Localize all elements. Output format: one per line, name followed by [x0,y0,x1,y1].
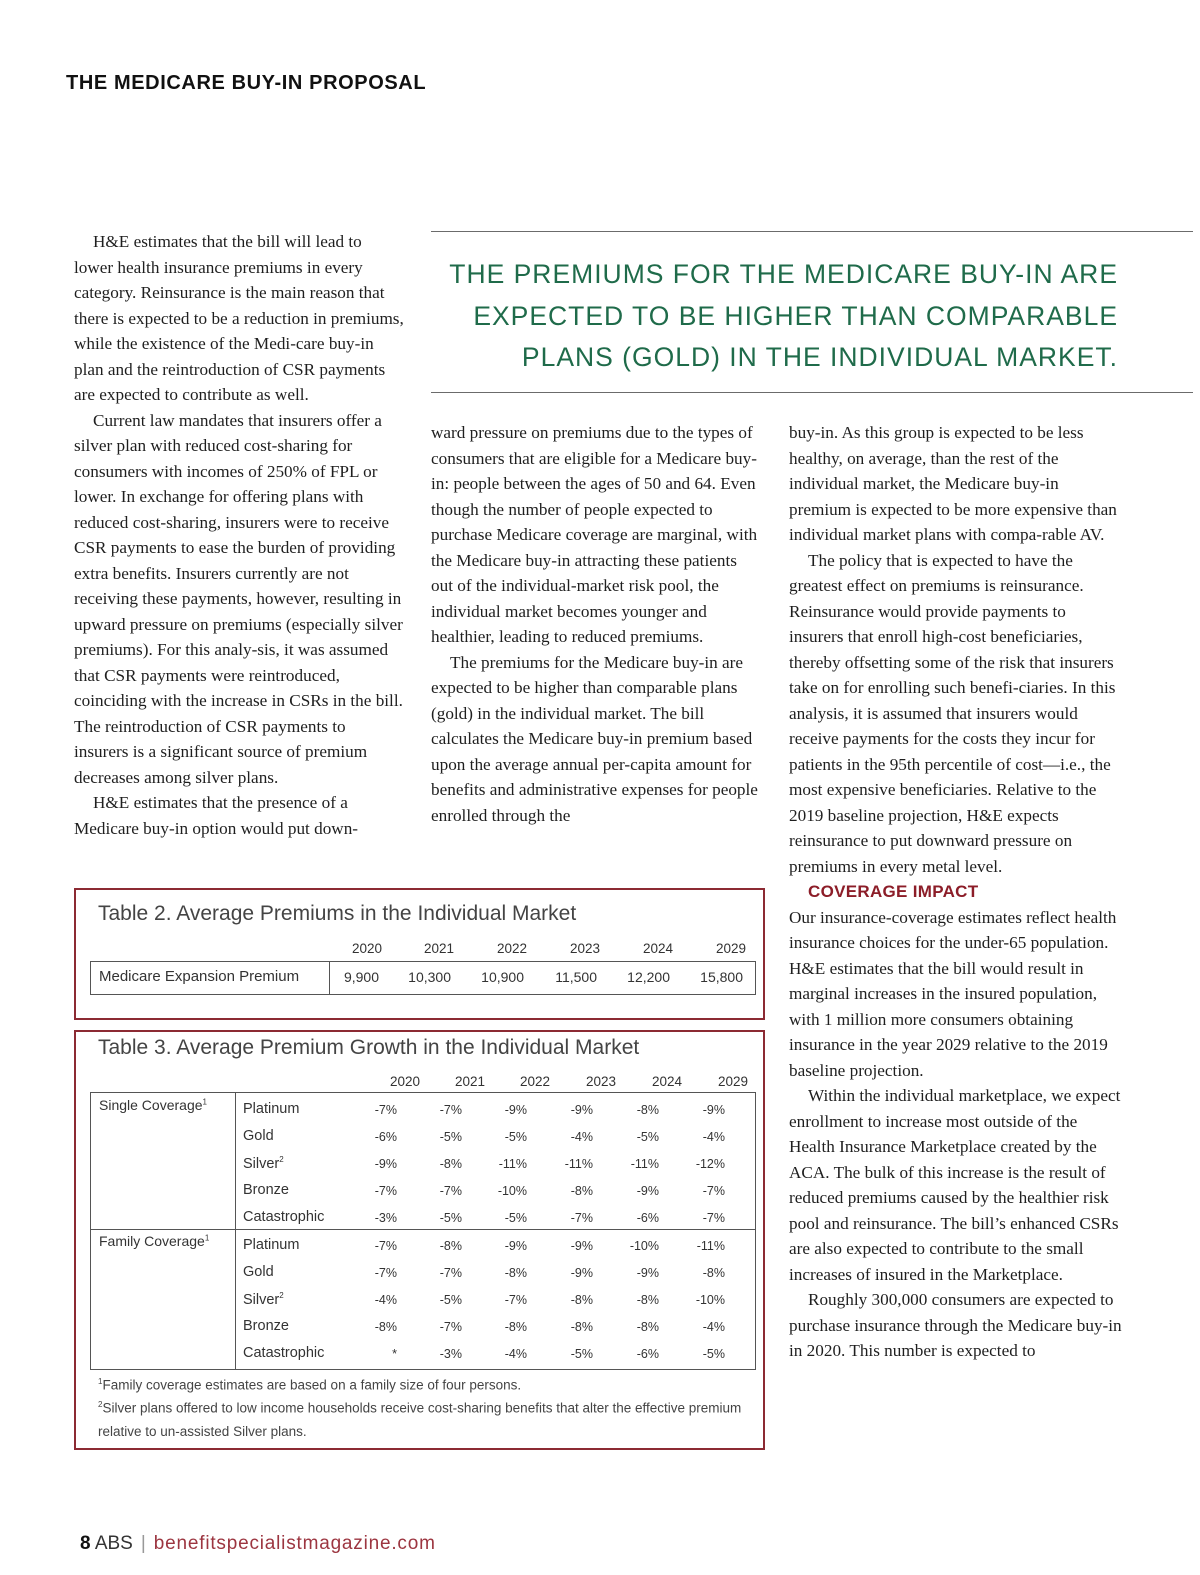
table-cell: -5% [702,1347,725,1361]
plan-label: Catastrophic [243,1345,325,1361]
table-cell: -11% [498,1157,527,1171]
plan-label: Catastrophic [243,1209,325,1225]
group-label [99,1233,209,1249]
table-cell: 10,300 [408,969,451,985]
table-cell: -10% [629,1239,659,1253]
year-header: 2023 [569,941,600,956]
paragraph: Within the individual marketplace, we expect enrollment to increase most outside of the Health Insurance Marketplace created by the ACA. The bulk of this increase is the result of reduced premiums caused by the healthier risk pool and reinsurance. The bill’s enhanced CSRs are also expected to contribute to the small increases of insured in the Marketplace. [789,1086,1121,1284]
publication-name: ABS [94,1533,133,1554]
group-label-text: Family Coverage [99,1233,205,1249]
year-header: 2029 [715,941,746,956]
table-cell: -7% [374,1266,397,1280]
table-cell: -5% [439,1130,462,1144]
footnote-text: Family coverage estimates are based on a family size of four persons. [102,1377,522,1393]
table-cell: -11% [564,1157,593,1171]
page-footer [80,1533,436,1555]
table-cell: -9% [374,1157,397,1171]
table-cell: -3% [374,1211,397,1225]
table-cell: -7% [702,1184,725,1198]
pull-quote-text: THE PREMIUMS FOR THE MEDICARE BUY-IN ARE EXPECTED TO BE HIGHER THAN COMPARABLE PLANS (GOLD) IN THE INDIVIDUAL MARKET. [449,259,1118,372]
table-cell: -4% [374,1293,397,1307]
website-link[interactable]: benefitspecialistmagazine.com [153,1533,436,1554]
table-cell: 10,900 [481,969,524,985]
paragraph: Our insurance-coverage estimates reflect health insurance choices for the under-65 population. H&E estimates that the bill would result in marginal increases in the insured population, with 1 million more consumers obtaining insurance in the year 2029 relative to the 2019 baseline projection. [789,907,1117,1080]
table-cell: -6% [636,1211,659,1225]
year-header-row [76,941,763,961]
table-cell: -6% [374,1130,397,1144]
table-cell: -4% [702,1320,725,1334]
paragraph: Current law mandates that insurers offer a silver plan with reduced cost-sharing for consumers with incomes of 250% of FPL or lower. In exchange for offering plans with reduced cost-sharing, insurers were to receive CSR payments to ease the burden of providing extra benefits. Insurers currently are not receiving these payments, however, resulting in upward pressure on premiums (especially silver premiums). For this analy-sis, it was assumed that CSR payments were reintroduced, coinciding with the increase in CSRs in the bill. The reintroduction of CSR payments to insurers is a significant source of premium decreases among silver plans. [74,410,403,787]
table-cell: -9% [570,1266,593,1280]
paragraph: The policy that is expected to have the greatest effect on premiums is reinsurance. Reinsurance would provide payments to insurers that enroll high-cost beneficiaries, thereby offsetting some of the risk that insurers take on for enrolling such benefi-ciaries. In this analysis, it is assumed that insurers would receive payments for the costs they incur for patients in the 95th percentile of cost—i.e., the most expensive beneficiaries. Relative to the 2019 baseline projection, H&E expects reinsurance to put downward pressure on premiums in every metal level. [789,550,1116,876]
year-header: 2020 [389,1074,420,1089]
table-cell: -8% [504,1320,527,1334]
footnote-mark: 1 [202,1097,207,1107]
plan-label [243,1155,284,1172]
footnote-mark: 1 [204,1233,210,1243]
table-cell: -3% [439,1347,462,1361]
table-cell: 12,200 [627,969,670,985]
year-header: 2024 [651,1074,682,1089]
paragraph: H&E estimates that the presence of a Medicare buy-in option would put down- [74,793,359,838]
table-cell: -7% [702,1211,725,1225]
year-header: 2020 [351,941,382,956]
paragraph: buy-in. As this group is expected to be less healthy, on average, than the rest of the individual market, the Medicare buy-in premium is expected to be more expensive than individual market plans with compa-rable AV. [789,423,1117,544]
text-column-1 [74,229,404,841]
table-cell: -8% [439,1239,462,1253]
table-cell: 11,500 [555,969,597,985]
footnote-mark: 1 [98,1377,103,1386]
table-cell: -8% [570,1320,593,1334]
table-body [90,1092,756,1370]
table-cell: -9% [570,1103,593,1117]
pull-quote [431,231,1193,393]
plan-label: Gold [243,1264,274,1280]
year-header: 2022 [496,941,527,956]
plan-label: Platinum [243,1101,300,1117]
plan-label: Platinum [243,1237,300,1253]
text-column-3 [789,420,1123,1364]
table-cell: -7% [504,1293,527,1307]
paragraph: H&E estimates that the bill will lead to lower health insurance premiums in every category. Reinsurance is the main reason that there is expected to be a reduction in premiums, while the existence of the Medi-care buy-in plan and the reintroduction of CSR payments are expected to contribute as well. [74,232,404,404]
divider [91,1229,755,1230]
table-cell: -10% [695,1293,725,1307]
page-header-title: THE MEDICARE BUY-IN PROPOSAL [66,72,427,94]
footnote-text: Silver plans offered to low income households receive cost-sharing benefits that alter the effective premium relative to un-assisted Silver plans. [98,1400,742,1439]
year-header: 2022 [519,1074,550,1089]
page-number: 8 [80,1533,91,1554]
table-cell: -7% [439,1103,462,1117]
footnote-mark: 2 [98,1400,103,1409]
year-header: 2021 [454,1074,485,1089]
plan-label-text: Silver [243,1291,280,1308]
text-column-2 [431,420,763,828]
table-cell: -8% [636,1293,659,1307]
table-title: Table 3. Average Premium Growth in the Individual Market [98,1036,640,1059]
table-cell: -8% [570,1184,593,1198]
table-cell: -11% [696,1239,725,1253]
table-cell: -7% [570,1211,593,1225]
plan-label [243,1291,284,1308]
table-cell: -4% [504,1347,527,1361]
footnote-mark: 2 [279,1155,284,1164]
table-cell: -10% [497,1184,527,1198]
table-cell: -9% [702,1103,725,1117]
table-cell: -5% [504,1211,527,1225]
paragraph: The premiums for the Medicare buy-in are expected to be higher than comparable plans (gold) in the individual market. The bill calculates the Medicare buy-in premium based upon the average annual per-capita amount for benefits and administrative expenses for people enrolled through the [431,652,758,825]
footer-separator: | [140,1533,146,1554]
table-cell: -4% [702,1130,725,1144]
table-cell: -5% [570,1347,593,1361]
table-cell: -8% [636,1103,659,1117]
table-cell: -9% [504,1103,527,1117]
paragraph: Roughly 300,000 consumers are expected to purchase insurance through the Medicare buy-in in 2020. This number is expected to [789,1290,1122,1360]
table-cell: -7% [439,1184,462,1198]
plan-label: Bronze [243,1182,289,1198]
table-cell: -7% [374,1239,397,1253]
year-header: 2021 [423,941,454,956]
divider [235,1093,236,1369]
paragraph: ward pressure on premiums due to the types of consumers that are eligible for a Medicare buy-in: people between the ages of 50 and 64. Even though the number of people expected to purchase Medicare coverage are marginal, with the Medicare buy-in attracting these patients out of the individual-market risk pool, the individual market becomes younger and healthier, leading to reduced premiums. [431,423,758,646]
group-label [99,1097,207,1113]
footnote-mark: 2 [279,1291,284,1300]
table-row [90,961,756,995]
table-cell: -5% [439,1211,462,1225]
table-cell: -7% [374,1184,397,1198]
table-cell: -9% [570,1239,593,1253]
table-3 [74,1030,765,1450]
year-header: 2029 [717,1074,748,1089]
table-cell: -8% [702,1266,725,1280]
table-cell: -5% [439,1293,462,1307]
year-header: 2024 [642,941,673,956]
table-cell: -8% [374,1320,397,1334]
table-cell: -9% [504,1239,527,1253]
table-cell: -8% [570,1293,593,1307]
table-cell: -6% [636,1347,659,1361]
table-cell: -12% [695,1157,725,1171]
year-header: 2023 [585,1074,616,1089]
table-cell: 9,900 [343,969,379,985]
table-cell: -7% [374,1103,397,1117]
table-cell: -11% [630,1157,659,1171]
table-footnote [98,1393,748,1443]
table-cell: -8% [439,1157,462,1171]
table-cell: 15,800 [700,969,743,985]
table-cell: -8% [504,1266,527,1280]
table-cell: -9% [636,1266,659,1280]
group-label-text: Single Coverage [99,1097,203,1113]
row-label: Medicare Expansion Premium [99,968,300,985]
table-2 [74,888,765,1020]
table-cell: -9% [636,1184,659,1198]
table-cell: -7% [439,1320,462,1334]
plan-label: Gold [243,1128,274,1144]
section-heading: COVERAGE IMPACT [808,882,979,901]
table-cell: * [392,1347,397,1361]
table-cell: -5% [504,1130,527,1144]
plan-label-text: Silver [243,1155,280,1172]
table-title: Table 2. Average Premiums in the Individual Market [98,902,577,925]
table-cell: -4% [570,1130,593,1144]
table-cell: -7% [439,1266,462,1280]
table-cell: -5% [636,1130,659,1144]
table-cell: -8% [636,1320,659,1334]
plan-label: Bronze [243,1318,289,1334]
